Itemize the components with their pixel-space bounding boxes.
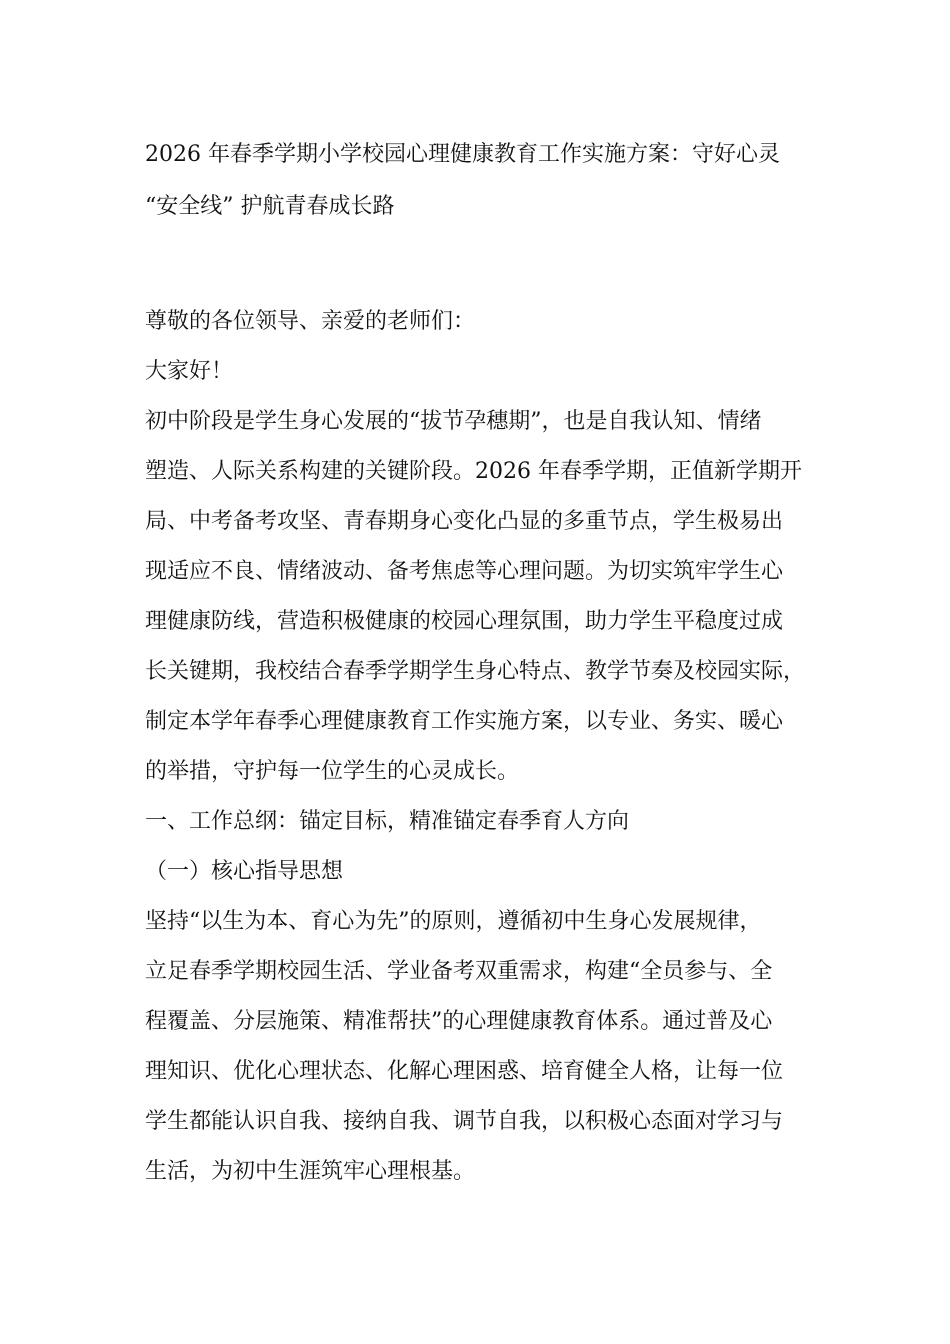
subsection-heading: （一）核心指导思想 [145,859,344,884]
paragraph-line: 局、中考备考攻坚、青春期身心变化凸显的多重节点，学生极易出 [145,509,784,534]
title-line: 2026 年春季学期小学校园心理健康教育工作实施方案：守好心灵 [145,142,780,167]
paragraph-line: 立足春季学期校园生活、学业备考双重需求，构建“全员参与、全 [145,959,773,984]
paragraph-line: 理健康防线，营造积极健康的校园心理氛围，助力学生平稳度过成 [145,609,784,634]
paragraph-line: 生活，为初中生涯筑牢心理根基。 [145,1159,476,1184]
document-title [145,129,825,233]
greeting-line: 尊敬的各位领导、亲爱的老师们： [145,309,476,334]
paragraph-line: 塑造、人际关系构建的关键阶段。2026 年春季学期，正值新学期开 [145,459,802,484]
guiding-principle-paragraph [145,897,825,1197]
paragraph-line: 理知识、优化心理状态、化解心理困惑、培育健全人格，让每一位 [145,1059,784,1084]
paragraph-line: 现适应不良、情绪波动、备考焦虑等心理问题。为切实筑牢学生心 [145,559,784,584]
title-spacer [145,233,825,297]
paragraph-line: 的举措，守护每一位学生的心灵成长。 [145,759,520,784]
intro-paragraph [145,397,825,797]
paragraph-line: 学生都能认识自我、接纳自我、调节自我，以积极心态面对学习与 [145,1109,784,1134]
document-body [145,129,825,1197]
title-line: “安全线” 护航青春成长路 [145,194,395,219]
paragraph-line: 长关键期，我校结合春季学期学生身心特点、教学节奏及校园实际， [145,659,806,684]
hello-line: 大家好！ [145,359,234,384]
paragraph-line: 制定本学年春季心理健康教育工作实施方案，以专业、务实、暖心 [145,709,784,734]
paragraph-line: 初中阶段是学生身心发展的“拔节孕穗期”，也是自我认知、情绪 [145,409,762,434]
paragraph-line: 程覆盖、分层施策、精准帮扶”的心理健康教育体系。通过普及心 [145,1009,773,1034]
section-heading: 一、工作总纲：锚定目标，精准锚定春季育人方向 [145,809,630,834]
paragraph-line: 坚持“以生为本、育心为先”的原则，遵循初中生身心发展规律， [145,909,762,934]
